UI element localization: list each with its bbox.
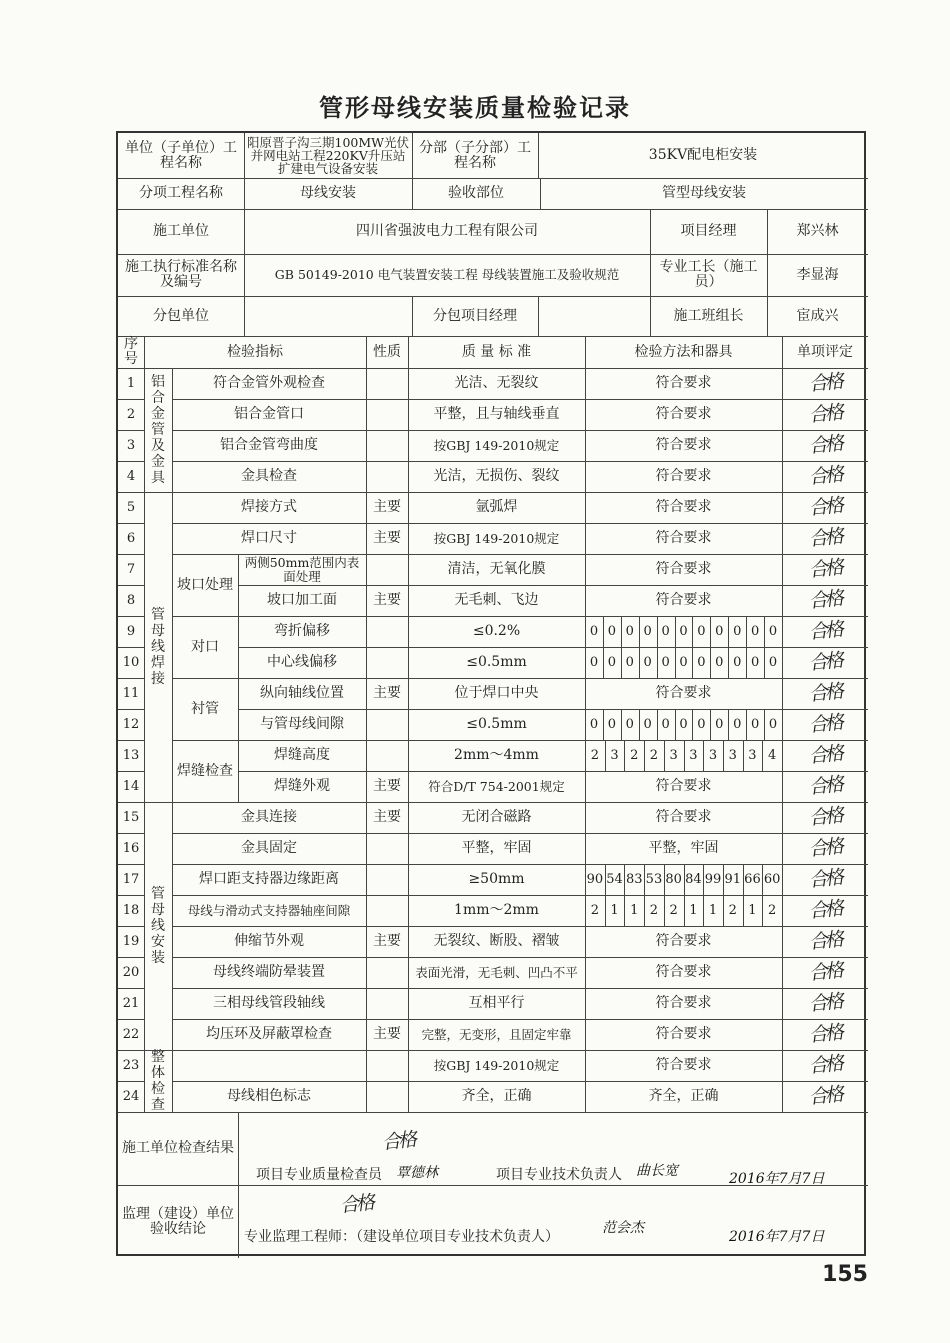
- row-standard: 按GBJ 149-2010规定: [433, 1057, 560, 1073]
- row-standard: 符合D/T 754-2001规定: [428, 778, 565, 794]
- row-verdict: 合格: [807, 958, 842, 985]
- measured-value: 0: [750, 716, 760, 732]
- row-method: 符合要求: [655, 1057, 712, 1074]
- row-seq: 4: [126, 468, 136, 484]
- measured-value: 91: [724, 871, 742, 887]
- row-seq: 24: [122, 1088, 140, 1104]
- row-nature: [366, 864, 408, 895]
- row-nature: 主要: [373, 933, 401, 950]
- measured-value: 0: [697, 654, 706, 670]
- row-indicator: 焊接方式: [241, 499, 297, 516]
- tech-lead-label: 项目专业技术负责人: [496, 1166, 622, 1183]
- measured-value: 80: [665, 871, 682, 887]
- row-method: 符合要求: [655, 809, 712, 826]
- subgroup-weld: 焊缝检查: [177, 762, 233, 779]
- measured-value: 90: [586, 871, 604, 887]
- row-standard: 清洁，无氧化膜: [447, 561, 546, 578]
- measured-value: 0: [733, 716, 742, 732]
- row-seq: 12: [122, 716, 140, 732]
- division-label: 分部（子分部）工程名称: [419, 139, 531, 171]
- row-seq: 11: [122, 685, 140, 701]
- row-seq: 15: [122, 809, 140, 825]
- pm-label: 项目经理: [680, 223, 737, 240]
- col-nature: 性质: [373, 343, 401, 360]
- row-seq: 10: [122, 654, 140, 670]
- row-indicator: 伸缩节外观: [234, 933, 304, 950]
- row-method: 符合要求: [655, 964, 712, 981]
- subgroup-groove: 坡口处理: [177, 576, 233, 593]
- measured-value: 0: [589, 654, 599, 670]
- row-nature: [366, 616, 408, 647]
- row-verdict: 合格: [807, 617, 842, 644]
- row-indicator: 铝合金管口: [234, 406, 304, 423]
- row-nature: 主要: [373, 530, 401, 547]
- inspection-date: 2016年7月7日: [729, 1170, 825, 1187]
- measured-value: 0: [625, 623, 634, 639]
- row-nature: [366, 988, 408, 1019]
- row-nature: [366, 461, 408, 492]
- measured-value: 1: [610, 902, 619, 918]
- measured-value: 0: [715, 654, 724, 670]
- measured-value: 83: [625, 871, 643, 887]
- measured-value: 0: [607, 623, 616, 639]
- row-standard: 平整，且与轴线垂直: [433, 406, 560, 423]
- group-overall-check: 整 体 检 查: [151, 1048, 165, 1114]
- measured-value: 0: [589, 716, 599, 732]
- row-indicator: 铝合金管弯曲度: [220, 437, 318, 454]
- measured-value: 0: [697, 623, 706, 639]
- row-indicator: 坡口加工面: [267, 592, 337, 609]
- row-indicator: 均压环及屏蔽罩检查: [206, 1026, 332, 1043]
- row-standard: 无毛刺、飞边: [454, 592, 539, 609]
- measured-value: 54: [606, 871, 623, 887]
- acceptance-part-value: 管型母线安装: [662, 185, 746, 202]
- row-indicator: 母线与滑动式支持器轴座间隙: [187, 902, 351, 918]
- row-seq: 22: [122, 1026, 140, 1042]
- measured-value: 2: [728, 902, 737, 918]
- row-method: 符合要求: [655, 530, 712, 547]
- grid-line: [172, 616, 238, 617]
- measured-value: 1: [708, 902, 718, 918]
- group-pipe-welding: 管 母 线 焊 接: [151, 606, 165, 688]
- col-method: 检验方法和器具: [634, 343, 733, 360]
- grid-line: [144, 1050, 172, 1051]
- row-standard: ≤0.5mm: [466, 716, 527, 733]
- row-standard: 无闭合磁路: [461, 809, 532, 826]
- measured-value: 0: [661, 654, 670, 670]
- measured-value: 3: [689, 747, 698, 763]
- row-method: 符合要求: [655, 1026, 712, 1043]
- measured-value: 84: [685, 871, 702, 887]
- row-verdict: 合格: [807, 865, 842, 892]
- measured-value: 4: [768, 747, 777, 763]
- measured-value: 0: [607, 654, 616, 670]
- row-verdict: 合格: [807, 462, 842, 489]
- supervising-engineer-label: 专业监理工程师：（建设单位项目专业技术负责人）: [244, 1228, 559, 1245]
- row-verdict: 合格: [807, 803, 842, 830]
- row-seq: 13: [122, 747, 140, 763]
- row-seq: 2: [126, 406, 136, 422]
- row-indicator: 与管母线间隙: [260, 716, 344, 733]
- standard-value: GB 50149-2010 电气装置安装工程 母线装置施工及验收规范: [274, 267, 620, 283]
- measured-value: 0: [768, 716, 778, 732]
- col-standard: 质 量 标 准: [461, 343, 532, 360]
- row-verdict: 合格: [807, 493, 842, 520]
- measured-value: 0: [625, 654, 634, 670]
- measured-value: 0: [661, 716, 670, 732]
- row-seq: 23: [122, 1057, 140, 1073]
- grid-line: [238, 1112, 239, 1258]
- row-method: 符合要求: [655, 995, 712, 1012]
- row-verdict: 合格: [807, 896, 842, 923]
- grid-line: [172, 740, 238, 741]
- row-nature: 主要: [373, 1026, 401, 1043]
- inspection-form: [116, 131, 866, 1256]
- supervising-engineer-signature: 范会杰: [602, 1219, 644, 1236]
- row-nature: 主要: [373, 685, 401, 702]
- measured-value: 0: [750, 654, 760, 670]
- acceptance-part-label: 验收部位: [448, 185, 504, 202]
- unit-label: 单位（子单位）工程名称: [125, 139, 237, 171]
- page-title: 管形母线安装质量检验记录: [319, 94, 631, 122]
- row-seq: 5: [126, 499, 136, 515]
- row-verdict: 合格: [807, 927, 842, 954]
- row-method: 符合要求: [655, 685, 712, 702]
- supervision-pass-stamp: 合格: [338, 1191, 374, 1217]
- row-seq: 6: [126, 530, 136, 546]
- row-indicator: 符合金管外观检查: [213, 375, 325, 392]
- row-verdict: 合格: [807, 431, 842, 458]
- row-nature: 主要: [373, 809, 401, 826]
- row-seq: 19: [122, 933, 140, 949]
- measured-value: 53: [645, 871, 663, 887]
- measured-value: 2: [649, 902, 659, 918]
- row-standard: 光洁、无裂纹: [454, 375, 539, 392]
- measured-value: 0: [697, 716, 706, 732]
- row-seq: 1: [126, 375, 136, 391]
- row-nature: [366, 430, 408, 461]
- measured-value: 0: [643, 654, 652, 670]
- row-verdict: 合格: [807, 834, 842, 861]
- measured-value: 0: [715, 716, 724, 732]
- col-verdict: 单项评定: [797, 343, 853, 360]
- row-standard: 互相平行: [468, 995, 525, 1012]
- measured-value: 0: [643, 716, 652, 732]
- row-indicator: 母线相色标志: [227, 1088, 311, 1105]
- measured-value: 99: [704, 871, 722, 887]
- row-verdict: 合格: [807, 1020, 842, 1047]
- measured-value: 3: [610, 747, 619, 763]
- measured-value: 2: [630, 747, 639, 763]
- row-indicator: 母线终端防晕装置: [213, 964, 325, 981]
- row-indicator: 弯折偏移: [274, 623, 330, 640]
- row-standard: 光洁，无损伤、裂纹: [433, 468, 560, 485]
- measured-value: 0: [607, 716, 616, 732]
- subitem-label: 分项工程名称: [139, 185, 223, 202]
- measured-value: 2: [768, 902, 777, 918]
- row-method: 符合要求: [655, 406, 712, 423]
- team-leader-label: 施工班组长: [673, 307, 744, 324]
- construction-pass-stamp: 合格: [380, 1128, 416, 1154]
- row-indicator: [172, 1050, 366, 1081]
- row-standard: 按GBJ 149-2010规定: [433, 530, 560, 546]
- row-standard: 按GBJ 149-2010规定: [433, 437, 560, 453]
- foreman-label: 专业工长（施工员）: [659, 259, 758, 290]
- measured-value: 1: [630, 902, 639, 918]
- measured-value: 0: [625, 716, 634, 732]
- row-indicator: 两侧50mm范围内表面处理: [244, 555, 360, 584]
- row-verdict: 合格: [807, 1082, 842, 1109]
- row-standard: 1mm～2mm: [454, 902, 539, 919]
- measured-value: 3: [748, 747, 757, 763]
- row-nature: [366, 554, 408, 585]
- qc-inspector-label: 项目专业质量检查员: [256, 1166, 382, 1183]
- row-nature: [366, 709, 408, 740]
- col-indicator: 检验指标: [227, 343, 283, 360]
- sub-unit-label: 分包单位: [153, 307, 209, 324]
- row-indicator: 纵向轴线位置: [260, 685, 344, 702]
- measured-value: 2: [590, 747, 599, 763]
- row-method: 符合要求: [655, 561, 712, 578]
- measured-value: 0: [679, 623, 688, 639]
- row-standard: 完整，无变形，且固定牢靠: [421, 1026, 572, 1042]
- measured-value: 1: [748, 902, 757, 918]
- row-verdict: 合格: [807, 772, 842, 799]
- row-verdict: 合格: [807, 648, 842, 675]
- row-seq: 7: [126, 561, 136, 577]
- subgroup-butt: 对口: [191, 638, 219, 655]
- measured-value: 0: [679, 716, 688, 732]
- measured-value: 0: [750, 623, 760, 639]
- row-indicator: 焊缝高度: [274, 747, 330, 764]
- row-verdict: 合格: [807, 1051, 842, 1078]
- row-seq: 18: [122, 902, 140, 918]
- row-nature: [366, 647, 408, 678]
- measured-value: 0: [733, 654, 742, 670]
- row-method: 符合要求: [655, 468, 712, 485]
- row-method: 符合要求: [655, 592, 712, 609]
- row-nature: [366, 368, 408, 399]
- grid-line: [172, 554, 238, 555]
- row-indicator: 金具连接: [241, 809, 297, 826]
- row-seq: 8: [126, 592, 136, 608]
- division-value: 35KV配电柜安装: [648, 147, 758, 164]
- row-nature: [366, 1050, 408, 1081]
- row-verdict: 合格: [807, 524, 842, 551]
- row-nature: 主要: [373, 778, 401, 795]
- row-indicator: 焊缝外观: [274, 778, 330, 795]
- measured-value: 66: [744, 871, 761, 887]
- row-standard: 齐全，正确: [461, 1088, 532, 1105]
- measured-value: 3: [728, 747, 737, 763]
- row-verdict: 合格: [807, 741, 842, 768]
- measured-value: 0: [768, 623, 778, 639]
- contractor-value: 四川省强波电力工程有限公司: [356, 223, 538, 240]
- row-nature: [366, 740, 408, 771]
- measured-value: 2: [669, 902, 678, 918]
- subgroup-liner: 衬管: [191, 700, 219, 717]
- row-method: 平整，牢固: [648, 840, 719, 857]
- measured-value: 3: [708, 747, 718, 763]
- row-seq: 3: [126, 437, 136, 453]
- construction-result-label: 施工单位检查结果: [122, 1140, 234, 1157]
- row-method: 符合要求: [655, 437, 712, 454]
- measured-value: 2: [590, 902, 599, 918]
- row-indicator: 金具固定: [241, 840, 297, 857]
- row-verdict: 合格: [807, 989, 842, 1016]
- row-standard: 平整，牢固: [461, 840, 532, 857]
- row-indicator: 中心线偏移: [267, 654, 337, 671]
- row-method: 符合要求: [655, 375, 712, 392]
- tech-lead-signature: 曲长宽: [636, 1162, 678, 1179]
- sub-pm-label: 分包项目经理: [433, 307, 517, 324]
- grid-line: [172, 678, 238, 679]
- row-indicator: 焊口尺寸: [241, 530, 297, 547]
- supervision-result-label: 监理（建设）单位验收结论: [122, 1205, 234, 1237]
- row-seq: 9: [126, 623, 136, 639]
- row-nature: 主要: [373, 499, 401, 516]
- row-verdict: 合格: [807, 710, 842, 737]
- row-indicator: 金具检查: [241, 468, 297, 485]
- measured-value: 0: [733, 623, 742, 639]
- supervision-date: 2016年7月7日: [729, 1228, 825, 1245]
- row-seq: 16: [122, 840, 140, 856]
- row-nature: 主要: [373, 592, 401, 609]
- subitem-value: 母线安装: [300, 185, 356, 202]
- row-nature: [366, 833, 408, 864]
- row-method: 符合要求: [655, 778, 712, 795]
- measured-value: 0: [589, 623, 599, 639]
- row-nature: [366, 1081, 408, 1112]
- measured-value: 0: [679, 654, 688, 670]
- sub-unit-value: [244, 296, 412, 336]
- col-seq: 序号: [124, 336, 138, 367]
- row-standard: 位于焊口中央: [454, 685, 539, 702]
- row-verdict: 合格: [807, 369, 842, 396]
- row-verdict: 合格: [807, 555, 842, 582]
- measured-value: 3: [669, 747, 678, 763]
- row-indicator: 焊口距支持器边缘距离: [199, 871, 339, 888]
- row-indicator: 三相母线管段轴线: [213, 995, 325, 1012]
- row-standard: ≤0.2%: [472, 623, 521, 640]
- measured-value: 2: [649, 747, 659, 763]
- row-verdict: 合格: [807, 679, 842, 706]
- row-standard: ≤0.5mm: [466, 654, 527, 671]
- row-method: 符合要求: [655, 933, 712, 950]
- row-seq: 21: [122, 995, 140, 1011]
- row-standard: 表面光滑，无毛刺、凹凸不平: [415, 964, 578, 980]
- qc-inspector-signature: 覃德林: [396, 1164, 438, 1181]
- row-standard: 无裂纹、断股、褶皱: [433, 933, 560, 950]
- row-method: 齐全，正确: [648, 1088, 719, 1105]
- row-standard: ≥50mm: [468, 871, 525, 888]
- row-standard: 氩弧焊: [475, 499, 518, 516]
- row-method: 符合要求: [655, 499, 712, 516]
- measured-value: 60: [763, 871, 781, 887]
- grid-line: [144, 802, 172, 803]
- row-nature: [366, 399, 408, 430]
- measured-value: 0: [715, 623, 724, 639]
- contractor-label: 施工单位: [153, 223, 209, 240]
- row-verdict: 合格: [807, 586, 842, 613]
- standard-label: 施工执行标准名称及编号: [125, 259, 237, 290]
- group-pipe-install: 管 母 线 安 装: [151, 885, 165, 967]
- row-seq: 20: [122, 964, 140, 980]
- sub-pm-value: [538, 296, 650, 336]
- row-seq: 17: [122, 871, 140, 887]
- grid-line: [144, 492, 172, 493]
- team-leader-value: 宦成兴: [796, 307, 839, 324]
- foreman-value: 李显海: [796, 266, 839, 283]
- row-seq: 14: [122, 778, 140, 794]
- measured-value: 0: [768, 654, 778, 670]
- unit-value: 阳原晋子沟三期100MW光伏并网电站工程220KV升压站扩建电气设备安装: [246, 134, 409, 177]
- row-nature: [366, 895, 408, 926]
- group-aluminum-pipe: 铝 合 金 管 及 金 具: [151, 373, 165, 487]
- measured-value: 0: [661, 623, 670, 639]
- measured-value: 0: [643, 623, 652, 639]
- pm-value: 郑兴林: [796, 223, 839, 240]
- row-standard: 2mm～4mm: [454, 747, 539, 764]
- row-verdict: 合格: [807, 400, 842, 427]
- page-number: 155: [822, 1262, 868, 1287]
- measured-value: 1: [689, 902, 698, 918]
- row-nature: [366, 957, 408, 988]
